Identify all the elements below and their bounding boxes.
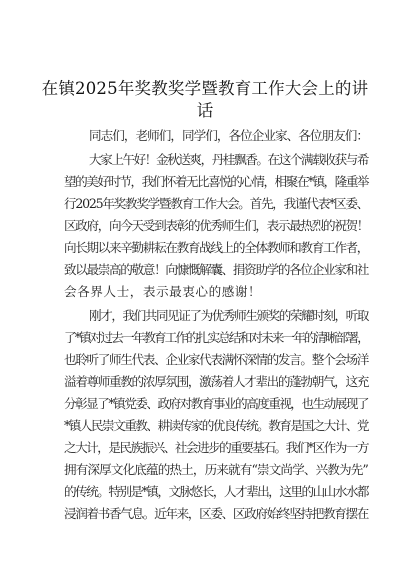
body-line: 了*镇对过去一年教育工作的扎实总结和对未来一年的清晰部署， (64, 330, 368, 345)
body-line: 大家上午好！金秋送爽，丹桂飘香。在这个满载收获与希 (89, 152, 368, 167)
body-line: 浸润着书香气息。近年来，区委、区政府始终坚持把教育摆在 (64, 506, 368, 521)
salutation: 同志们，老师们，同学们，各位企业家、各位朋友们： (89, 128, 368, 143)
body-line: 行2025年奖教奖学暨教育工作大会。首先，我谨代表*区委、 (64, 196, 368, 211)
body-line: 会各界人士，表示最衷心的感谢！ (64, 284, 262, 299)
document-title-line-2: 话 (196, 101, 214, 120)
body-line: *镇人民崇文重教、耕读传家的优良传统。教育是国之大计、党 (64, 418, 368, 433)
body-line: 的传统。特别是*镇，文脉悠长，人才辈出，这里的山山水水都 (64, 484, 368, 499)
body-line: 也聆听了师生代表、企业家代表满怀深情的发言。整个会场洋 (64, 352, 368, 367)
body-line: 之大计，是民族振兴、社会进步的重要基石。我们*区作为一方 (64, 440, 368, 455)
body-line: 刚才，我们共同见证了为优秀师生颁奖的荣耀时刻，听取 (89, 308, 368, 323)
body-line: 区政府，向今天受到表彰的优秀师生们，表示最热烈的祝贺！ (64, 218, 368, 233)
body-line: 拥有深厚文化底蕴的热土，历来就有“崇文尚学、兴教为先” (64, 462, 368, 477)
body-line: 向长期以来辛勤耕耘在教育战线上的全体教师和教育工作者， (64, 240, 368, 255)
document-title-line-1: 在镇2025年奖教奖学暨教育工作大会上的讲 (41, 79, 369, 98)
body-line: 溢着尊师重教的浓厚氛围，激荡着人才辈出的蓬勃朝气，这充 (64, 374, 368, 389)
body-line: 分彰显了*镇党委、政府对教育事业的高度重视，也生动展现了 (64, 396, 368, 411)
body-line: 望的美好时节，我们怀着无比喜悦的心情，相聚在*镇，隆重举 (64, 174, 368, 189)
body-line: 致以最崇高的敬意！向慷慨解囊、捐资助学的各位企业家和社 (64, 262, 368, 277)
